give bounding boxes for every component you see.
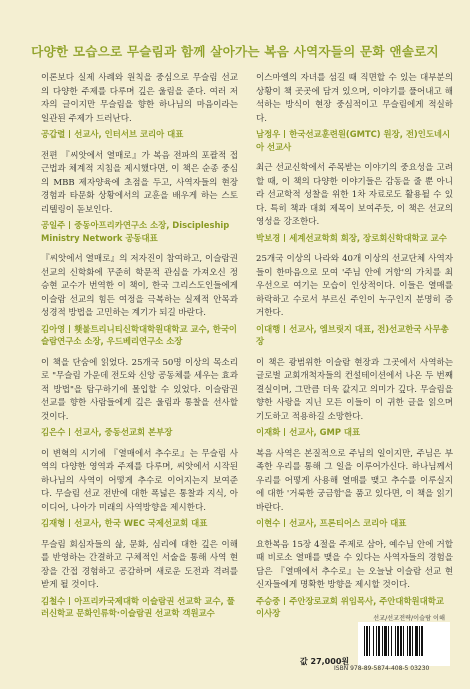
endorsement [256, 72, 453, 153]
endorser-name: 박보경 [256, 232, 281, 243]
top-band [0, 0, 470, 36]
endorsement-quote: 이 책을 단숨에 읽었다. 25개국 50명 이상의 목소리로 "무슬림 가운데 전도와 신앙 공동체를 세우는 효과적 방법"을 탐구하기에 몰입할 수 있었다. 이슬람권 선교를 향한 사람들에게 깊은 울림과 통찰을 선사할 것이다. [41, 357, 238, 422]
separator [284, 130, 285, 138]
barcode-panel [358, 622, 450, 666]
separator [284, 234, 285, 242]
endorser-name: 주승중 [256, 595, 281, 606]
endorsement [256, 162, 453, 244]
endorser-name: 김아영 [41, 323, 66, 334]
endorser-name: 김철수 [41, 595, 66, 606]
endorsement [256, 253, 453, 348]
endorser-name: 공갑렬 [41, 129, 66, 139]
separator [69, 325, 70, 333]
endorser-line [41, 128, 238, 141]
endorser-role: 선교사, 한국 WEC 국제선교회 대표 [74, 518, 208, 528]
endorsement-quote: 복음 사역은 본질적으로 주님의 일이지만, 주님은 부족한 우리를 통해 그 일을 이루어가신다. 하나님께서 우리를 어떻게 사용해 열매를 맺고 추수를 이루실지에 대한 '거룩한 궁금함'을 품고 있다면, 이 책을 읽기 바란다. [256, 448, 453, 513]
endorser-role: 선교사, 중동선교회 본부장 [74, 427, 173, 437]
endorser-line [41, 323, 238, 348]
endorser-role: 선교사, GMP 대표 [289, 427, 361, 437]
endorsement-quote: 이론보다 실제 사례와 원칙을 중심으로 무슬림 선교의 다양한 주제를 다루며 깊은 울림을 준다. 여러 저자의 글이지만 무슬림을 향한 하나님의 마음이라는 일관된 주제가 드러난다. [41, 73, 238, 124]
barcode-icon [362, 626, 446, 656]
endorser-role: 아프리카국제대학 이슬람권 선교학 교수, 풀러신학교 문화인류학·이슬람권 선교학 객원교수 [41, 595, 235, 618]
endorser-line [41, 595, 238, 620]
separator [69, 130, 70, 138]
endorser-name: 김은수 [41, 427, 66, 437]
endorsement-quote: 이 변혁의 시기에 『열매에서 추수로』는 무슬림 사역의 다양한 영역과 주제를 다루며, 씨앗에서 시작된 하나님의 사역이 어떻게 추수로 이어지는지 보여준다. 무슬림 선교 전반에 대한 폭넓은 통찰과 지식, 아이디어, 나아가 미래의 사역방향을 제시한다. [41, 448, 238, 513]
endorser-role: 세계선교학회 회장, 장로회신학대학교 교수 [289, 232, 447, 243]
endorsement-quote: 최근 선교신학에서 주목받는 이야기의 중요성을 고려할 때, 이 책의 다양한 이야기들은 감동을 줄 뿐 아니라 선교학적 성찰을 위한 1차 자료로도 활용될 수 있다. 특히 책과 대회 제목이 보여주듯, 이 책은 선교의 영성을 강조한다. [256, 163, 453, 227]
endorsement [256, 539, 453, 620]
endorsement [256, 357, 453, 439]
separator [284, 597, 285, 605]
endorsement-quote: 요한복음 15장 4절을 주제로 삼아, 예수님 안에 거할 때 비로소 열매를 맺을 수 있다는 사역자들의 경험을 담은 『열매에서 추수로』는 오늘날 이슬람 선교 현신자들에게 명확한 방향을 제시할 것이다. [256, 539, 453, 590]
endorsement [41, 539, 238, 620]
endorser-role: 선교사, 프론티어스 코리아 대표 [289, 518, 407, 528]
endorser-name: 이재화 [256, 427, 281, 437]
endorser-role: 중동아프리카연구소 소장, Discipleship Ministry Network 공동대표 [41, 220, 230, 243]
endorser-name: 남정우 [256, 129, 281, 139]
endorsement-quote: 25개국 이상의 나라와 40개 이상의 선교단체 사역자들이 한마음으로 모여 '주님 안에 거함'의 가치를 최우선으로 여기는 모습이 인상적이다. 이들은 열매를 하락하고 수로서 부르신 주인이 누구인지 분명히 증거한다. [256, 254, 453, 318]
price: 값 27,000원 [300, 657, 350, 666]
endorser-role: 한국선교훈련원(GMTC) 원장, 전)인도네시아 선교사 [256, 129, 451, 152]
endorsement [256, 448, 453, 530]
endorsement [41, 72, 238, 141]
endorser-role: 선교사, 인터서브 코리아 대표 [74, 129, 184, 139]
endorser-role: 횃불트리니티신학대학원대학교 교수, 한국이슬람연구소 소장, 우드베리연구소 소장 [41, 323, 238, 346]
endorsement-quote: 무슬림 회심자들의 삶, 문화, 심리에 대한 깊은 이해를 반영하는 간결하고 구체적인 서술을 통해 사역 현장을 간접 경험하고 공감하며 새로운 도전과 격려를 받게 될 것이다. [41, 539, 238, 590]
endorser-role: 주안장로교회 위임목사, 주안대학원대학교 이사장 [256, 595, 444, 618]
separator [69, 519, 70, 527]
separator [284, 325, 285, 333]
endorser-name: 이현수 [256, 518, 281, 528]
left-column [41, 72, 238, 629]
endorsement-quote: 『씨앗에서 열매로』의 저자진이 참여하고, 이슬람권 선교의 신학화에 꾸준히 학문적 관심을 가져오신 정승현 교수가 번역한 이 책이, 한국 그리스도인들에게 이슬람 선교의 힘든 여정을 극복하는 실제적 안목과 성경적 방법을 고민하는 계기가 되길 바란다. [41, 254, 238, 318]
endorser-role: 선교사, 엠브릿지 대표, 전)선교한국 사무총장 [256, 323, 449, 346]
endorser-line [256, 232, 453, 245]
endorser-line [256, 323, 453, 348]
endorser-line [41, 517, 238, 530]
headline: 다양한 모습으로 무슬림과 함께 살아가는 복음 사역자들의 문화 앤솔로지 [31, 44, 439, 59]
endorser-name: 이대행 [256, 323, 281, 334]
endorser-line [41, 219, 238, 244]
separator [69, 428, 70, 436]
endorser-name: 김재형 [41, 518, 66, 528]
separator [284, 428, 285, 436]
endorsement [41, 357, 238, 439]
book-category: 선교/선교전략/이슬람 이해 [373, 615, 445, 622]
endorser-line [41, 426, 238, 439]
endorser-line [256, 517, 453, 530]
isbn: ISBN 978-89-5874-408-5 03230 [334, 665, 430, 672]
separator [69, 221, 70, 229]
endorsement-quote: 이 책은 광범위한 이슬람 현장과 그곳에서 사역하는 글로벌 교회개척자들의 컨설테이션에서 나온 두 번째 결실이며, 그만큼 더욱 값지고 의미가 깊다. 무슬림을 향한 사랑을 지닌 모든 이들이 이 귀한 글을 읽으며 기도하고 적용하길 소망한다. [256, 357, 453, 422]
separator [69, 597, 70, 605]
endorser-name: 공일주 [41, 220, 66, 230]
endorser-line [256, 128, 453, 153]
endorser-line [256, 426, 453, 439]
endorsement-quote: 이스마엘의 자녀를 섬길 때 직면할 수 있는 대부분의 상황이 책 곳곳에 담겨 있으며, 이야기를 풀어내고 해석하는 방식이 현장 중심적이고 무슬림에게 적실하다. [256, 73, 453, 124]
right-column [256, 72, 453, 629]
separator [284, 519, 285, 527]
endorsement [41, 448, 238, 530]
endorsement [41, 150, 238, 245]
endorsement-quote: 전편 『씨앗에서 열매로』가 복음 전파의 포괄적 접근법과 체계적 지침을 제시했다면, 이 책은 순종 중심의 MBB 제자양육에 초점을 두고, 사역자들의 현장 경험과 타문화 상황에서의 교훈을 배우게 하는 스토리텔링이 돋보인다. [41, 150, 238, 215]
endorsement [41, 253, 238, 348]
